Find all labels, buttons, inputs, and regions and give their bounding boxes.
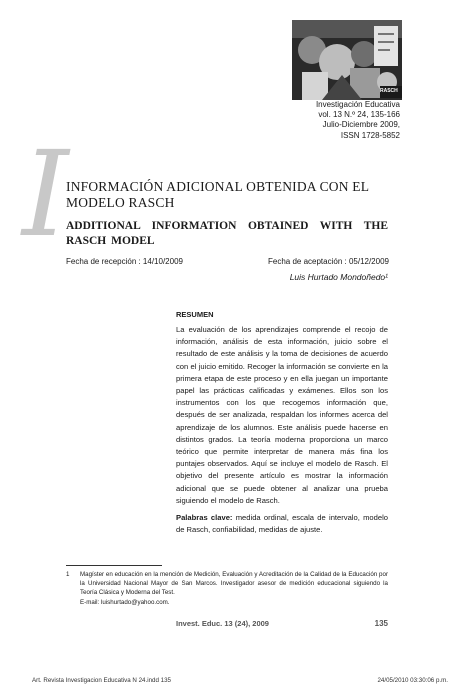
journal-volume: vol. 13 N.º 24, 135-166 [318, 110, 400, 120]
printer-slug-file: Art. Revista Investigacion Educativa N 24.indd 135 [32, 677, 171, 684]
footnote-number: 1 [66, 571, 70, 578]
footnote [66, 570, 388, 607]
article-title-english [66, 219, 388, 249]
accepted-date: Fecha de aceptación : 05/12/2009 [268, 257, 389, 266]
author-name: Luis Hurtado Mondoñedo¹ [289, 272, 388, 282]
abstract-text: La evaluación de los aprendizajes comprende el recojo de información, análisis de esta información, juicio sobre el resultado de este análisis y la toma de decisiones de acuerdo con el juicio emitido. Recoger la información se convierte en la primera etapa de este proceso y en ella juegan un importante papel las prácticas calificadas y exámenes. Ellos son los instrumentos con los que recogemos información que, después de ser analizada, respaldan los informes acerca del aprendizaje de los alumnos. Este análisis puede hacerse en distintos grados. La teoría moderna proporciona un marco teórico que permite interpretar de manera más fina los puntajes observados. Aquí se incluye el modelo de Rasch. El objetivo del presente artículo es mostrar la información adicional que se puede obtener al analizar una prueba siguiendo el modelo de Rasch. [176, 325, 388, 505]
journal-info [270, 100, 400, 141]
footnote-rule [66, 565, 162, 566]
received-date: Fecha de recepción : 14/10/2009 [66, 257, 183, 266]
journal-period: Julio-Diciembre 2009, [322, 120, 400, 130]
abstract-heading: RESUMEN [176, 310, 214, 319]
keywords-text: medida ordinal, escala de intervalo, modelo de Rasch, confiabilidad, medidas de ajuste. [176, 513, 388, 535]
journal-cover-image [292, 20, 402, 100]
journal-name: Investigación Educativa [315, 100, 400, 109]
article-title-spanish: INFORMACIÓN ADICIONAL OBTENIDA CON EL MODELO RASCH [66, 179, 369, 210]
footnote-email: E-mail: luishurtado@yahoo.com. [80, 598, 170, 606]
title-english-line-2: RASCH MODEL [66, 235, 155, 247]
journal-issn: ISSN 1728-5852 [340, 130, 400, 140]
decorative-drop-letter: I [22, 125, 69, 263]
page-number: 135 [374, 619, 388, 628]
keywords-label: Palabras clave: [176, 513, 233, 522]
keywords [176, 512, 388, 536]
running-footer: Invest. Educ. 13 (24), 2009 [176, 619, 269, 628]
title-english-line-1: ADDITIONAL INFORMATION OBTAINED WITH THE [66, 220, 388, 232]
printer-slug-timestamp: 24/05/2010 03:30:06 p.m. [377, 677, 448, 684]
cover-label: RASCH [380, 88, 398, 94]
footnote-text: Magíster en educación en la mención de Medición, Evaluación y Acreditación de la Calidad de la Educación por la Universidad Nacional Mayor de San Marcos. Investigador asesor de medición educacional siguiendo la Teoría Clásica y Moderna del Test. [80, 571, 388, 597]
